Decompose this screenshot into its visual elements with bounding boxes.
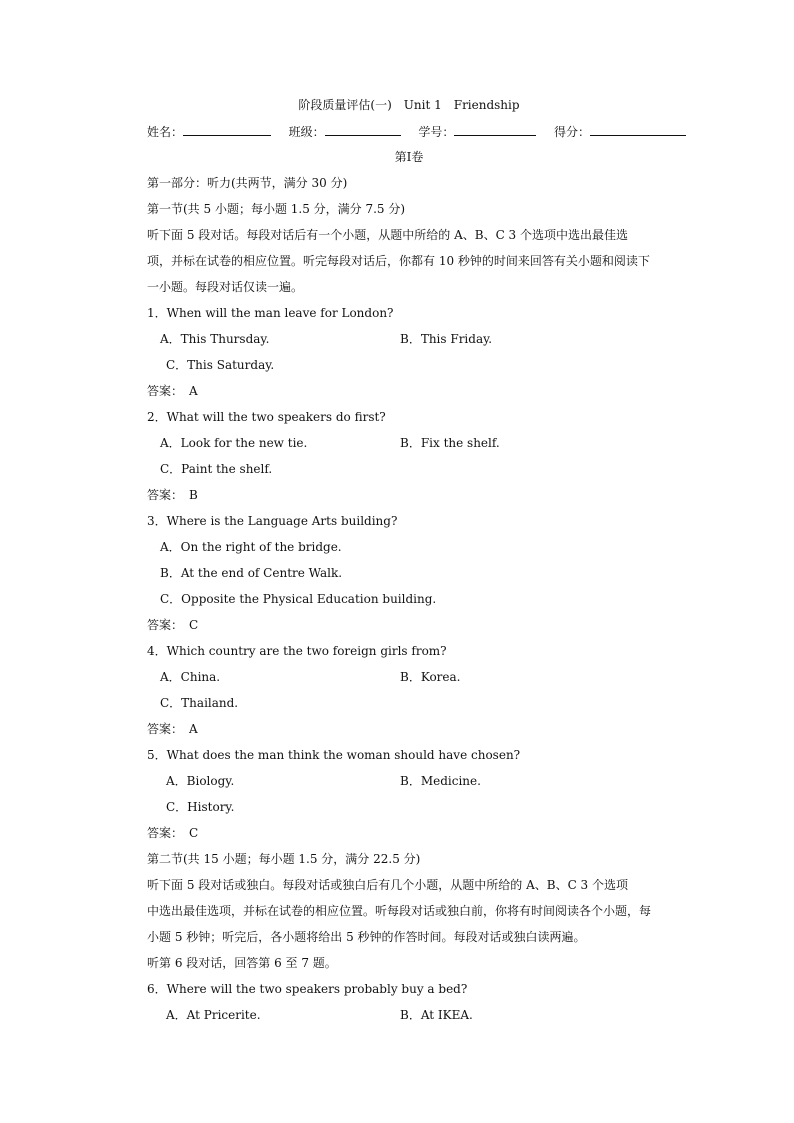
q3-option-b[interactable]: B．At the end of Centre Walk. bbox=[160, 566, 343, 580]
section1-instructions-line3: 一小题。每段对话仅读一遍。 bbox=[147, 280, 304, 294]
q1-option-c[interactable]: C．This Saturday. bbox=[166, 358, 275, 372]
q5-option-b[interactable]: B．Medicine. bbox=[400, 774, 481, 788]
question-4: 4．Which country are the two foreign girls from? bbox=[147, 644, 447, 658]
question-2: 2．What will the two speakers do first? bbox=[147, 410, 386, 424]
q3-option-c[interactable]: C．Opposite the Physical Education building. bbox=[160, 592, 437, 606]
section2-instructions-line3: 小题 5 秒钟；听完后，各小题将给出 5 秒钟的作答时间。每段对话或独白读两遍。 bbox=[147, 930, 586, 944]
dialog-6-instruction: 听第 6 段对话，回答第 6 至 7 题。 bbox=[147, 956, 337, 970]
section1-title: 第一节(共 5 小题；每小题 1.5 分，满分 7.5 分) bbox=[147, 202, 406, 216]
q4-option-c[interactable]: C．Thailand. bbox=[160, 696, 239, 710]
q1-option-a[interactable]: A．This Thursday. bbox=[160, 332, 270, 346]
q2-answer: 答案： B bbox=[147, 488, 198, 502]
q6-option-a[interactable]: A．At Pricerite. bbox=[166, 1008, 261, 1022]
name-field[interactable] bbox=[183, 123, 271, 136]
q5-answer: 答案： C bbox=[147, 826, 199, 840]
section1-instructions-line2: 项，并标在试卷的相应位置。听完每段对话后，你都有 10 秒钟的时间来回答有关小题和阅读下 bbox=[147, 254, 650, 268]
class-field[interactable] bbox=[325, 123, 401, 136]
q3-answer: 答案： C bbox=[147, 618, 199, 632]
q2-option-b[interactable]: B．Fix the shelf. bbox=[400, 436, 500, 450]
q2-option-a[interactable]: A．Look for the new tie. bbox=[160, 436, 308, 450]
id-field[interactable] bbox=[454, 123, 536, 136]
section2-instructions-line2: 中选出最佳选项，并标在试卷的相应位置。听每段对话或独白前，你将有时间阅读各个小题，每 bbox=[147, 904, 652, 918]
q5-option-c[interactable]: C．History. bbox=[166, 800, 235, 814]
section2-title: 第二节(共 15 小题；每小题 1.5 分，满分 22.5 分) bbox=[147, 852, 421, 866]
score-field[interactable] bbox=[590, 123, 686, 136]
question-6: 6．Where will the two speakers probably buy a bed? bbox=[147, 982, 468, 996]
q4-option-b[interactable]: B．Korea. bbox=[400, 670, 461, 684]
question-1: 1．When will the man leave for London? bbox=[147, 306, 394, 320]
name-label: 姓名： bbox=[147, 125, 184, 139]
question-5: 5．What does the man think the woman should have chosen? bbox=[147, 748, 521, 762]
section1-instructions-line1: 听下面 5 段对话。每段对话后有一个小题，从题中所给的 A、B、C 3 个选项中选出最佳选 bbox=[147, 228, 629, 242]
score-label: 得分： bbox=[554, 125, 591, 139]
part1-title: 第一部分：听力(共两节，满分 30 分) bbox=[147, 176, 348, 190]
q2-option-c[interactable]: C．Paint the shelf. bbox=[160, 462, 273, 476]
q1-option-b[interactable]: B．This Friday. bbox=[400, 332, 493, 346]
q4-option-a[interactable]: A．China. bbox=[160, 670, 221, 684]
section2-instructions-line1: 听下面 5 段对话或独白。每段对话或独白后有几个小题，从题中所给的 A、B、C 3 个选项 bbox=[147, 878, 629, 892]
q4-answer: 答案： A bbox=[147, 722, 198, 736]
class-label: 班级： bbox=[288, 125, 325, 139]
q5-option-a[interactable]: A．Biology. bbox=[166, 774, 235, 788]
id-label: 学号： bbox=[418, 125, 455, 139]
student-info-row bbox=[147, 123, 686, 140]
q6-option-b[interactable]: B．At IKEA. bbox=[400, 1008, 473, 1022]
q3-option-a[interactable]: A．On the right of the bridge. bbox=[160, 540, 342, 554]
volume-heading: 第Ⅰ卷 bbox=[394, 150, 424, 164]
exam-title: 阶段质量评估(一) Unit 1 Friendship bbox=[298, 98, 520, 112]
q1-answer: 答案： A bbox=[147, 384, 198, 398]
question-3: 3．Where is the Language Arts building? bbox=[147, 514, 398, 528]
